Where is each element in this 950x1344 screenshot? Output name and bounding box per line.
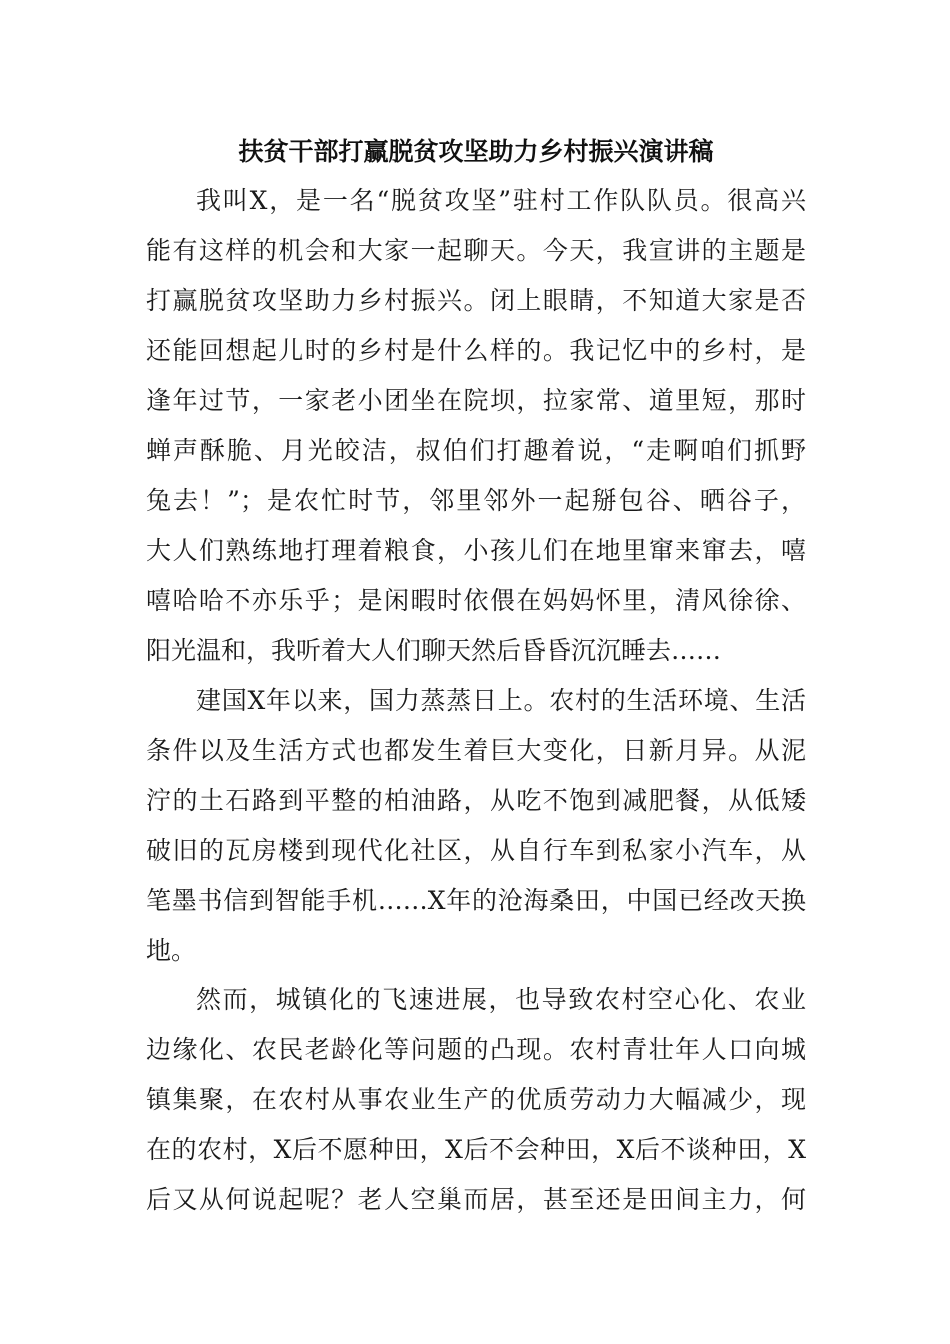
paragraph-3-line: 然而，城镇化的飞速进展，也导致农村空心化、农业 [196, 985, 806, 1014]
paragraph-1-line: 逢年过节，一家老小团坐在院坝，拉家常、道里短，那时 [146, 386, 806, 415]
paragraph-2-line: 条件以及生活方式也都发生着巨大变化，日新月异。从泥 [146, 736, 806, 765]
paragraph-2-line: 破旧的瓦房楼到现代化社区，从自行车到私家小汽车，从 [146, 836, 806, 865]
paragraph-2-line: 建国X年以来，国力蒸蒸日上。农村的生活环境、生活 [196, 686, 806, 715]
paragraph-2-line: 地。 [146, 936, 197, 965]
paragraph-1-line: 我叫X，是一名“脱贫攻坚”驻村工作队队员。很高兴 [196, 186, 806, 215]
paragraph-1-line: 阳光温和，我听着大人们聊天然后昏昏沉沉睡去…… [146, 636, 722, 665]
paragraph-1-line: 还能回想起儿时的乡村是什么样的。我记忆中的乡村，是 [146, 336, 806, 365]
paragraph-3-line: 边缘化、农民老龄化等问题的凸现。农村青壮年人口向城 [146, 1035, 806, 1064]
paragraph-1-line: 嘻哈哈不亦乐乎；是闲暇时依偎在妈妈怀里，清风徐徐、 [146, 586, 806, 615]
paragraph-1-line: 打赢脱贫攻坚助力乡村振兴。闭上眼睛，不知道大家是否 [146, 286, 806, 315]
paragraph-1-line: 能有这样的机会和大家一起聊天。今天，我宣讲的主题是 [146, 236, 806, 265]
document-title: 扶贫干部打赢脱贫攻坚助力乡村振兴演讲稿 [238, 137, 714, 166]
paragraph-2-line: 泞的土石路到平整的柏油路，从吃不饱到减肥餐，从低矮 [146, 786, 806, 815]
paragraph-3-line: 镇集聚，在农村从事农业生产的优质劳动力大幅减少，现 [146, 1085, 806, 1114]
paragraph-1-line: 兔去！”；是农忙时节，邻里邻外一起掰包谷、晒谷子， [146, 486, 806, 515]
paragraph-1-line: 蝉声酥脆、月光皎洁，叔伯们打趣着说，“走啊咱们抓野 [146, 436, 806, 465]
paragraph-3-line: 在的农村，X后不愿种田，X后不会种田，X后不谈种田，X [146, 1135, 806, 1164]
paragraph-3-line: 后又从何说起呢？老人空巢而居，甚至还是田间主力，何 [146, 1185, 806, 1214]
paragraph-2-line: 笔墨书信到智能手机……X年的沧海桑田，中国已经改天换 [146, 886, 806, 915]
paragraph-1-line: 大人们熟练地打理着粮食，小孩儿们在地里窜来窜去，嘻 [146, 536, 806, 565]
